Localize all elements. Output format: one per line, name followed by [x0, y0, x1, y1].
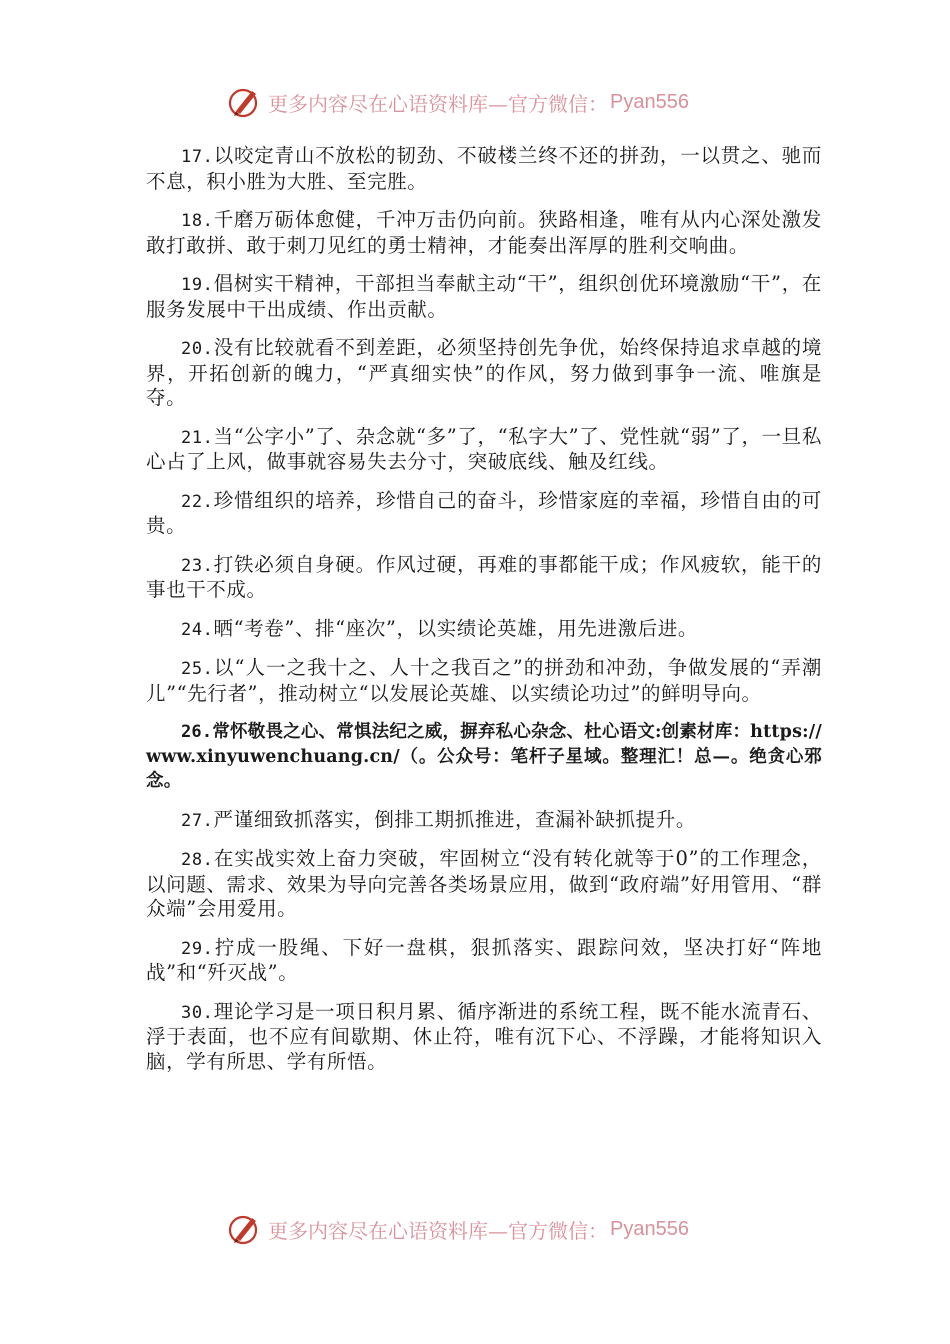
document-body — [146, 144, 822, 1088]
list-item — [146, 208, 822, 258]
list-item — [146, 144, 822, 194]
list-item — [146, 553, 822, 603]
item-number: 21. — [181, 427, 214, 448]
list-item-watermarked — [146, 720, 822, 794]
item-number: 18. — [181, 211, 214, 231]
header-wechat-id: Pyan556 — [610, 90, 689, 113]
list-item — [146, 656, 822, 706]
list-item — [146, 936, 822, 986]
item-number: 23. — [181, 555, 214, 576]
item-number: 19. — [181, 275, 214, 295]
footer-wechat-id: Pyan556 — [610, 1217, 689, 1240]
header-banner-text: 更多内容尽在心语资料库—官方微信： — [268, 91, 608, 116]
list-item — [146, 489, 822, 539]
item-text: 当“公字小”了、杂念就“多”了，“私字大”了、党性就“弱”了，一旦私心占了上风，做事就容易失去分寸，突破底线、触及红线。 — [146, 424, 822, 473]
item-text: 倡树实干精神，干部担当奉献主动“干”，组织创优环境激励“干”，在服务发展中干出成绩、作出贡献。 — [146, 272, 822, 321]
item-text: 晒“考卷”、排“座次”，以实绩论英雄，用先进激后进。 — [213, 616, 698, 640]
item-text: 拧成一股绳、下好一盘棋，狠抓落实、跟踪问效，坚决打好“阵地战”和“歼灭战”。 — [146, 935, 822, 984]
list-item — [146, 272, 822, 322]
item-text: 打铁必须自身硬。作风过硬，再难的事都能干成；作风疲软，能干的事也干不成。 — [146, 552, 822, 601]
list-item — [146, 617, 822, 643]
item-number: 22. — [181, 491, 214, 512]
item-number: 25. — [181, 659, 214, 679]
item-text: 以“人一之我十之、人十之我百之”的拼劲和冲劲，争做发展的“弄潮儿”“先行者”，推动树立“以发展论英雄、以实绩论功过”的鲜明导向。 — [146, 656, 822, 705]
item-text: 珍惜组织的培养，珍惜自己的奋斗，珍惜家庭的幸福，珍惜自由的可贵。 — [146, 488, 822, 537]
list-item — [146, 425, 822, 475]
item-text: 常怀敬畏之心、常惧法纪之威，摒弃私心杂念、杜心语文:创素材库：https://www.xinyuwenchuang.cn/（。公众号：笔杆子星域。整理汇！总—。绝贪心邪念。 — [146, 722, 822, 791]
item-number: 27. — [181, 810, 214, 831]
item-text: 理论学习是一项日积月累、循序渐进的系统工程，既不能水流青石、浮于表面，也不应有间歇期、休止符，唯有沉下心、不浮躁，才能将知识入脑，学有所思、学有所悟。 — [146, 999, 822, 1073]
item-text: 以咬定青山不放松的韧劲、不破楼兰终不还的拼劲，一以贯之、驰而不息，积小胜为大胜、至完胜。 — [146, 144, 822, 193]
item-number: 30. — [181, 1002, 214, 1023]
item-number: 28. — [181, 850, 214, 870]
footer-banner — [228, 1209, 689, 1249]
item-text: 千磨万砺体愈健，千冲万击仍向前。狭路相逢，唯有从内心深处激发敢打敢拼、敢于刺刀见红的勇士精神，才能奏出浑厚的胜利交响曲。 — [146, 208, 822, 257]
pen-logo-icon — [228, 85, 262, 119]
item-number: 17. — [181, 147, 214, 167]
item-text: 在实战实效上奋力突破，牢固树立“没有转化就等于0”的工作理念，以问题、需求、效果为导向完善各类场景应用，做到“政府端”好用管用、“群众端”会用爱用。 — [146, 847, 822, 920]
item-number: 24. — [181, 619, 214, 640]
item-number: 26. — [181, 722, 213, 742]
list-item — [146, 336, 822, 411]
pen-logo-icon — [228, 1212, 262, 1246]
footer-banner-text: 更多内容尽在心语资料库—官方微信： — [268, 1218, 608, 1243]
item-text: 严谨细致抓落实，倒排工期抓推进，查漏补缺抓提升。 — [213, 807, 696, 831]
list-item — [146, 1000, 822, 1075]
list-item — [146, 847, 822, 922]
header-banner — [228, 82, 689, 122]
item-number: 20. — [181, 339, 214, 359]
list-item — [146, 808, 822, 834]
item-number: 29. — [181, 938, 214, 959]
item-text: 没有比较就看不到差距，必须坚持创先争优，始终保持追求卓越的境界，开拓创新的魄力，“严真细实快”的作风，努力做到事争一流、唯旗是夺。 — [146, 336, 822, 409]
